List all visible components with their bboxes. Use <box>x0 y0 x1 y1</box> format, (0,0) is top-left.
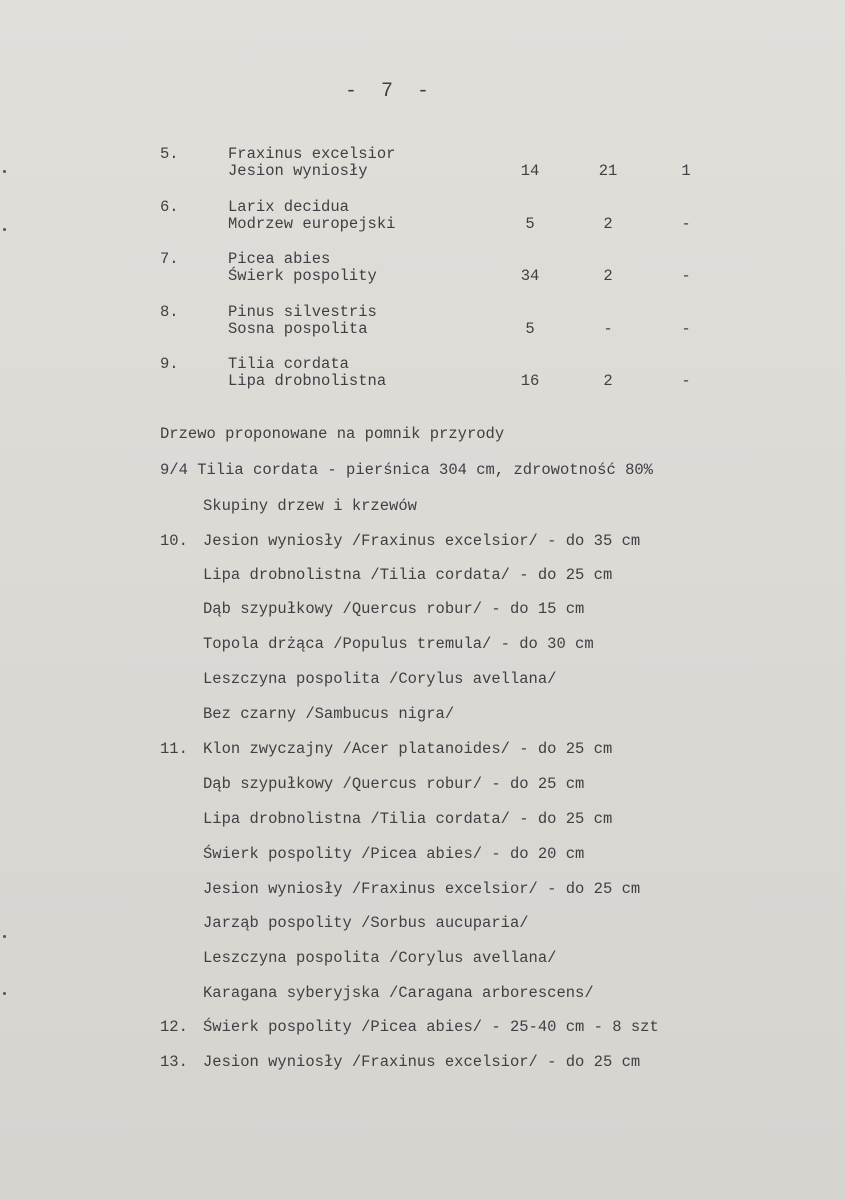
group-line: Dąb szypułkowy /Quercus robur/ - do 15 cm <box>203 600 585 618</box>
monument-line: 9/4 Tilia cordata - pierśnica 304 cm, zdrowotność 80% <box>160 461 653 479</box>
group-line: Jesion wyniosły /Fraxinus excelsior/ - do 25 cm <box>203 880 641 898</box>
group-number: 12. <box>160 1018 188 1036</box>
group-line: Jarząb pospolity /Sorbus aucuparia/ <box>203 914 529 932</box>
row-number: 7. <box>160 250 179 268</box>
polish-name: Sosna pospolita <box>228 320 368 338</box>
group-number: 11. <box>160 740 188 758</box>
row-number: 5. <box>160 145 179 163</box>
group-line: Klon zwyczajny /Acer platanoides/ - do 25 cm <box>203 740 613 758</box>
scan-dot <box>3 935 6 938</box>
group-line: Leszczyna pospolita /Corylus avellana/ <box>203 670 557 688</box>
value-1: 5 <box>525 215 535 233</box>
value-3: - <box>681 372 691 390</box>
groups-heading: Skupiny drzew i krzewów <box>203 497 417 515</box>
value-3: - <box>681 320 691 338</box>
polish-name: Jesion wyniosły <box>228 162 368 180</box>
value-3: - <box>681 215 691 233</box>
polish-name: Świerk pospolity <box>228 267 377 285</box>
group-line: Dąb szypułkowy /Quercus robur/ - do 25 cm <box>203 775 585 793</box>
latin-name: Larix decidua <box>228 198 349 216</box>
scan-dot <box>3 170 6 173</box>
value-1: 14 <box>520 162 540 180</box>
latin-name: Pinus silvestris <box>228 303 377 321</box>
latin-name: Fraxinus excelsior <box>228 145 396 163</box>
latin-name: Picea abies <box>228 250 331 268</box>
value-2: 2 <box>603 215 613 233</box>
scan-dot <box>3 228 6 231</box>
value-1: 16 <box>520 372 540 390</box>
group-line: Bez czarny /Sambucus nigra/ <box>203 705 455 723</box>
latin-name: Tilia cordata <box>228 355 349 373</box>
group-line: Świerk pospolity /Picea abies/ - do 20 cm <box>203 845 585 863</box>
value-2: 2 <box>603 372 613 390</box>
group-line: Świerk pospolity /Picea abies/ - 25-40 cm - 8 szt <box>203 1018 659 1036</box>
scan-dot <box>3 992 6 995</box>
polish-name: Lipa drobnolistna <box>228 372 387 390</box>
group-number: 10. <box>160 532 188 550</box>
group-line: Topola drżąca /Populus tremula/ - do 30 cm <box>203 635 594 653</box>
group-line: Jesion wyniosły /Fraxinus excelsior/ - do 25 cm <box>203 1053 641 1071</box>
value-2: 21 <box>598 162 618 180</box>
group-line: Lipa drobnolistna /Tilia cordata/ - do 25 cm <box>203 810 613 828</box>
group-line: Leszczyna pospolita /Corylus avellana/ <box>203 949 557 967</box>
row-number: 9. <box>160 355 179 373</box>
value-1: 34 <box>520 267 540 285</box>
value-3: - <box>681 267 691 285</box>
page-number: - 7 - <box>344 80 435 103</box>
value-3: 1 <box>681 162 691 180</box>
row-number: 6. <box>160 198 179 216</box>
group-number: 13. <box>160 1053 188 1071</box>
value-2: 2 <box>603 267 613 285</box>
row-number: 8. <box>160 303 179 321</box>
group-line: Karagana syberyjska /Caragana arborescens/ <box>203 984 594 1002</box>
value-1: 5 <box>525 320 535 338</box>
polish-name: Modrzew europejski <box>228 215 396 233</box>
monument-heading: Drzewo proponowane na pomnik przyrody <box>160 425 505 443</box>
group-line: Lipa drobnolistna /Tilia cordata/ - do 25 cm <box>203 566 613 584</box>
group-line: Jesion wyniosły /Fraxinus excelsior/ - do 35 cm <box>203 532 641 550</box>
value-2: - <box>603 320 613 338</box>
